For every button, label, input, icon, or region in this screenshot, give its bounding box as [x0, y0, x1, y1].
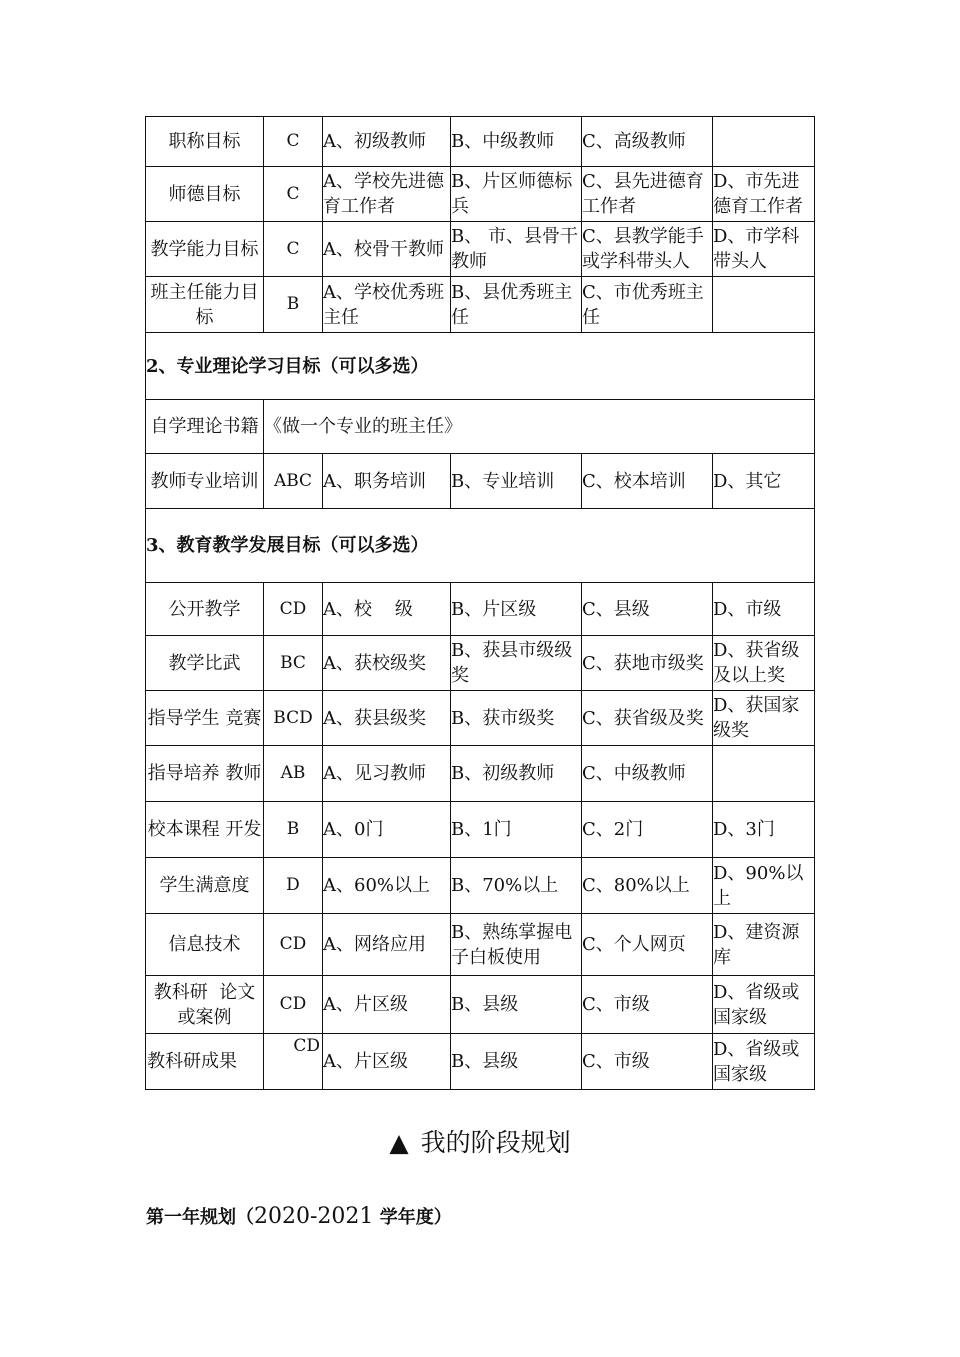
option-d — [713, 117, 815, 167]
option-a: A、获县级奖 — [323, 691, 451, 746]
option-c: C、个人网页 — [582, 914, 713, 976]
row-choice: C — [264, 222, 323, 277]
row-label: 自学理论书籍 — [146, 400, 264, 454]
option-b: B、中级教师 — [451, 117, 582, 167]
option-b: B、县级 — [451, 976, 582, 1034]
option-b: B、1门 — [451, 802, 582, 858]
section-row — [146, 509, 815, 583]
option-b: B、获市级奖 — [451, 691, 582, 746]
book-title: 《做一个专业的班主任》 — [264, 400, 815, 454]
table-row — [146, 400, 815, 454]
row-label: 教科研 论文或案例 — [146, 976, 264, 1034]
option-a: A、初级教师 — [323, 117, 451, 167]
row-label: 教学比武 — [146, 636, 264, 691]
option-b: B、县优秀班主任 — [451, 277, 582, 333]
option-d: D、获省级及以上奖 — [713, 636, 815, 691]
heading-text: 我的阶段规划 — [420, 1128, 571, 1157]
option-c: C、高级教师 — [582, 117, 713, 167]
option-a: A、网络应用 — [323, 914, 451, 976]
triangle-up-icon: ▲ — [389, 1128, 409, 1157]
row-choice: ABC — [264, 454, 323, 509]
option-b: B、片区师德标兵 — [451, 167, 582, 222]
subhead-suffix: 学年度） — [373, 1207, 452, 1228]
row-label: 师德目标 — [146, 167, 264, 222]
first-year-plan-title — [146, 1203, 452, 1229]
section-2-heading: 2、专业理论学习目标（可以多选） — [146, 333, 815, 400]
row-label: 公开教学 — [146, 583, 264, 636]
row-choice: CD — [264, 914, 323, 976]
row-choice: C — [264, 117, 323, 167]
option-a: A、获校级奖 — [323, 636, 451, 691]
row-label: 学生满意度 — [146, 858, 264, 914]
option-c: C、县级 — [582, 583, 713, 636]
option-d: D、市级 — [713, 583, 815, 636]
option-d: D、省级或国家级 — [713, 1034, 815, 1090]
option-d: D、获国家级奖 — [713, 691, 815, 746]
table-row — [146, 636, 815, 691]
table-row — [146, 454, 815, 509]
row-label: 职称目标 — [146, 117, 264, 167]
option-c: C、市级 — [582, 1034, 713, 1090]
row-choice: CD — [264, 1034, 323, 1090]
option-c: C、县先进德育工作者 — [582, 167, 713, 222]
option-d: D、3门 — [713, 802, 815, 858]
option-d — [713, 277, 815, 333]
option-d: D、市学科带头人 — [713, 222, 815, 277]
option-b: B、熟练掌握电子白板使用 — [451, 914, 582, 976]
row-label: 班主任能力目标 — [146, 277, 264, 333]
option-d: D、建资源库 — [713, 914, 815, 976]
stage-plan-heading — [0, 1123, 960, 1159]
row-label: 指导培养 教师 — [146, 746, 264, 802]
option-a: A、60%以上 — [323, 858, 451, 914]
row-choice: BCD — [264, 691, 323, 746]
row-choice: CD — [264, 583, 323, 636]
option-a: A、职务培训 — [323, 454, 451, 509]
row-choice: D — [264, 858, 323, 914]
option-c: C、80%以上 — [582, 858, 713, 914]
option-a: A、片区级 — [323, 1034, 451, 1090]
table-row — [146, 914, 815, 976]
table-row — [146, 167, 815, 222]
option-d — [713, 746, 815, 802]
option-d: D、省级或国家级 — [713, 976, 815, 1034]
table-row — [146, 277, 815, 333]
option-d: D、其它 — [713, 454, 815, 509]
option-c: C、中级教师 — [582, 746, 713, 802]
row-choice: AB — [264, 746, 323, 802]
option-c: C、2门 — [582, 802, 713, 858]
option-c: C、市优秀班主任 — [582, 277, 713, 333]
option-b: B、专业培训 — [451, 454, 582, 509]
option-c: C、获省级及奖 — [582, 691, 713, 746]
table-row — [146, 117, 815, 167]
option-c: C、获地市级奖 — [582, 636, 713, 691]
option-a: A、校 级 — [323, 583, 451, 636]
table-row — [146, 746, 815, 802]
row-choice: C — [264, 167, 323, 222]
option-a: A、片区级 — [323, 976, 451, 1034]
option-a: A、学校先进德育工作者 — [323, 167, 451, 222]
row-choice: B — [264, 277, 323, 333]
table-row — [146, 691, 815, 746]
row-label: 校本课程 开发 — [146, 802, 264, 858]
option-d: D、90%以上 — [713, 858, 815, 914]
option-b: B、县级 — [451, 1034, 582, 1090]
table-row — [146, 976, 815, 1034]
table-row — [146, 1034, 815, 1090]
option-a: A、学校优秀班主任 — [323, 277, 451, 333]
table-row — [146, 583, 815, 636]
row-label: 指导学生 竞赛 — [146, 691, 264, 746]
row-label: 教科研成果 — [146, 1034, 264, 1090]
option-a: A、校骨干教师 — [323, 222, 451, 277]
section-row — [146, 333, 815, 400]
option-c: C、市级 — [582, 976, 713, 1034]
option-b: B、获县市级级奖 — [451, 636, 582, 691]
option-b: B、70%以上 — [451, 858, 582, 914]
row-label: 教学能力目标 — [146, 222, 264, 277]
table-row — [146, 858, 815, 914]
option-b: B、初级教师 — [451, 746, 582, 802]
option-b: B、片区级 — [451, 583, 582, 636]
option-c: C、校本培训 — [582, 454, 713, 509]
table-row — [146, 222, 815, 277]
table-row — [146, 802, 815, 858]
row-choice: B — [264, 802, 323, 858]
option-a: A、0门 — [323, 802, 451, 858]
option-d: D、市先进德育工作者 — [713, 167, 815, 222]
row-choice: CD — [264, 976, 323, 1034]
section-3-heading: 3、教育教学发展目标（可以多选） — [146, 509, 815, 583]
option-a: A、见习教师 — [323, 746, 451, 802]
row-choice: BC — [264, 636, 323, 691]
option-b: B、 市、县骨干教师 — [451, 222, 582, 277]
subhead-years: 2020-2021 — [254, 1204, 374, 1229]
option-c: C、县教学能手或学科带头人 — [582, 222, 713, 277]
goals-table — [145, 116, 815, 1090]
row-label: 教师专业培训 — [146, 454, 264, 509]
row-label: 信息技术 — [146, 914, 264, 976]
subhead-prefix: 第一年规划（ — [146, 1207, 254, 1228]
